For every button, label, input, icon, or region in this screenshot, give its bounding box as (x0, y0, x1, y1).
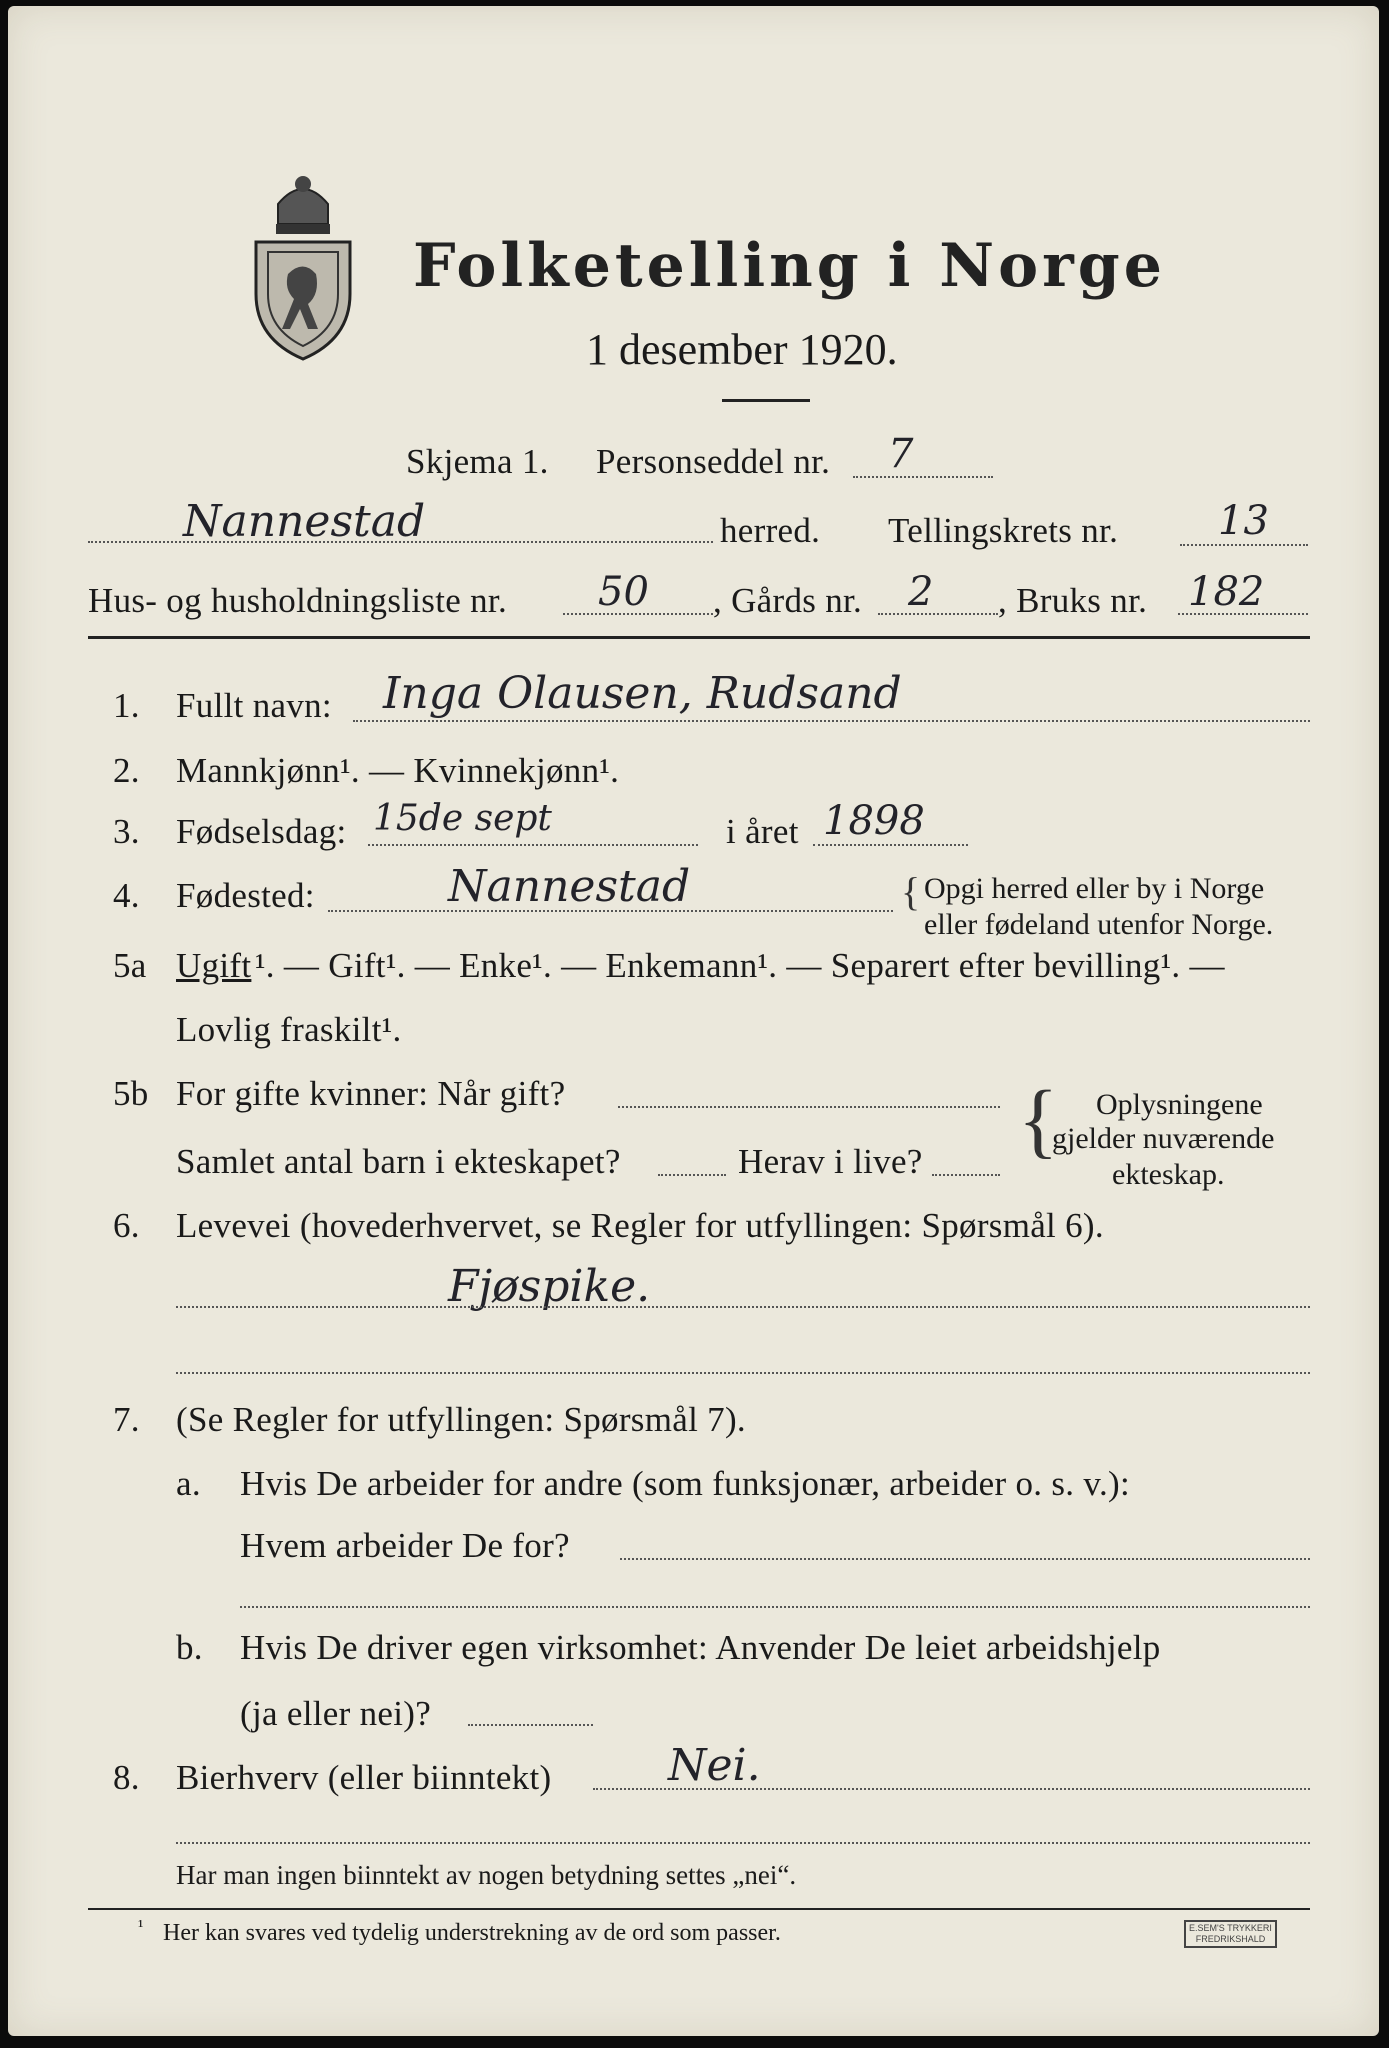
q6-value[interactable]: Fjøspike. (448, 1261, 651, 1312)
q7a-text2: Hvem arbeider De for? (240, 1526, 570, 1565)
personseddel-line (853, 476, 993, 478)
bruks-label: , Bruks nr. (998, 581, 1148, 620)
q6-label: Levevei (hovederhvervet, se Regler for utfyllingen: Spørsmål 6). (176, 1206, 1104, 1245)
q5b-children-line (658, 1174, 726, 1176)
husholdningsliste-label: Hus- og husholdningsliste nr. (88, 581, 507, 620)
q5b-children-label: Samlet antal barn i ekteskapet? (176, 1142, 621, 1181)
q7-number: 7. (113, 1400, 140, 1439)
gards-line (878, 613, 998, 615)
q5a-line2: Lovlig fraskilt¹. (176, 1010, 402, 1049)
q5b-number: 5b (113, 1074, 149, 1113)
herred-label: herred. (720, 511, 821, 550)
q1-value[interactable]: Inga Olausen, Rudsand (383, 668, 902, 719)
printer-stamp-line2: FREDRIKSHALD (1195, 1934, 1266, 1944)
q8-value[interactable]: Nei. (668, 1740, 761, 1791)
q4-note-line1: Opgi herred eller by i Norge (924, 872, 1265, 905)
footnote-mark: ¹ (138, 1916, 144, 1936)
q6-line2 (176, 1372, 1310, 1374)
q4-number: 4. (113, 876, 140, 915)
form-title: Folketelling i Norge (413, 231, 1166, 301)
q3-year-value[interactable]: 1898 (823, 798, 925, 844)
tellingskrets-value[interactable]: 13 (1218, 498, 1269, 544)
footer-rule (88, 1908, 1310, 1910)
skjema-label: Skjema 1. (406, 442, 549, 481)
q6-line1 (176, 1306, 1310, 1308)
q5a-ugift: Ugift (176, 946, 252, 985)
tellingskrets-label: Tellingskrets nr. (888, 511, 1119, 550)
q7a-text1: Hvis De arbeider for andre (som funksjonær, arbeider o. s. v.): (240, 1464, 1130, 1503)
bruks-value[interactable]: 182 (1188, 569, 1265, 615)
q3-number: 3. (113, 812, 140, 851)
q7a-letter: a. (176, 1464, 201, 1503)
q8-label: Bierhverv (eller biinntekt) (176, 1758, 552, 1797)
q4-label: Fødested: (176, 876, 315, 915)
herred-value[interactable]: Nannestad (183, 496, 426, 547)
q3-value[interactable]: 15de sept (373, 798, 552, 839)
tellingskrets-line (1180, 544, 1308, 546)
q5b-note-line3: ekteskap. (1112, 1158, 1225, 1191)
personseddel-label: Personseddel nr. (596, 442, 831, 481)
q2-number: 2. (113, 751, 140, 790)
q5b-alive-line (932, 1174, 1000, 1176)
q7a-line1 (620, 1558, 1310, 1560)
q5a-options: ¹. — Gift¹. — Enke¹. — Enkemann¹. — Separert efter bevilling¹. — (255, 946, 1225, 985)
q4-note-brace: { (901, 869, 921, 914)
q4-note-line2: eller fødeland utenfor Norge. (924, 908, 1274, 941)
q2-label: Mannkjønn¹. — Kvinnekjønn¹. (176, 751, 620, 790)
q3-line (368, 844, 698, 846)
q5b-note-brace: { (1018, 1074, 1059, 1167)
census-form (8, 6, 1379, 2036)
q7b-text1: Hvis De driver egen virksomhet: Anvender De leiet arbeidshjelp (240, 1628, 1161, 1667)
q6-number: 6. (113, 1206, 140, 1245)
printer-stamp-line1: E.SEM'S TRYKKERI (1189, 1923, 1272, 1933)
q7b-text2: (ja eller nei)? (240, 1694, 432, 1733)
q3-year-label: i året (726, 812, 799, 851)
census-date: 1 desember 1920. (586, 325, 898, 374)
nei-note: Har man ingen biinntekt av nogen betydning settes „nei“. (176, 1860, 797, 1890)
q5a-number: 5a (113, 946, 147, 985)
title-divider (722, 399, 810, 402)
husholdningsliste-value[interactable]: 50 (598, 569, 649, 615)
q1-number: 1. (113, 686, 140, 725)
q1-line (353, 720, 1310, 722)
q7a-line2 (240, 1606, 1310, 1608)
printer-stamp (1184, 1920, 1277, 1948)
q7-label: (Se Regler for utfyllingen: Spørsmål 7). (176, 1400, 746, 1439)
q7b-line (468, 1724, 593, 1726)
q5b-note-line1: Oplysningene (1096, 1088, 1263, 1121)
q5b-note-line2: gjelder nuværende (1052, 1122, 1275, 1155)
q1-label: Fullt navn: (176, 686, 332, 725)
personseddel-value[interactable]: 7 (888, 431, 914, 477)
q5b-married-line (618, 1106, 1000, 1108)
footnote-text: Her kan svares ved tydelig understrekning av de ord som passer. (163, 1920, 781, 1946)
q5b-alive-label: Herav i live? (738, 1142, 923, 1181)
q3-year-line (813, 844, 968, 846)
header-rule (88, 636, 1310, 639)
q4-value[interactable]: Nannestad (448, 861, 691, 912)
coat-of-arms-icon (248, 164, 358, 364)
gards-label: , Gårds nr. (713, 581, 863, 620)
gards-value[interactable]: 2 (908, 569, 934, 615)
q5b-married-label: For gifte kvinner: Når gift? (176, 1074, 566, 1113)
q8-number: 8. (113, 1758, 140, 1797)
q3-label: Fødselsdag: (176, 812, 347, 851)
q8-line2 (176, 1842, 1310, 1844)
q7b-letter: b. (176, 1628, 203, 1667)
